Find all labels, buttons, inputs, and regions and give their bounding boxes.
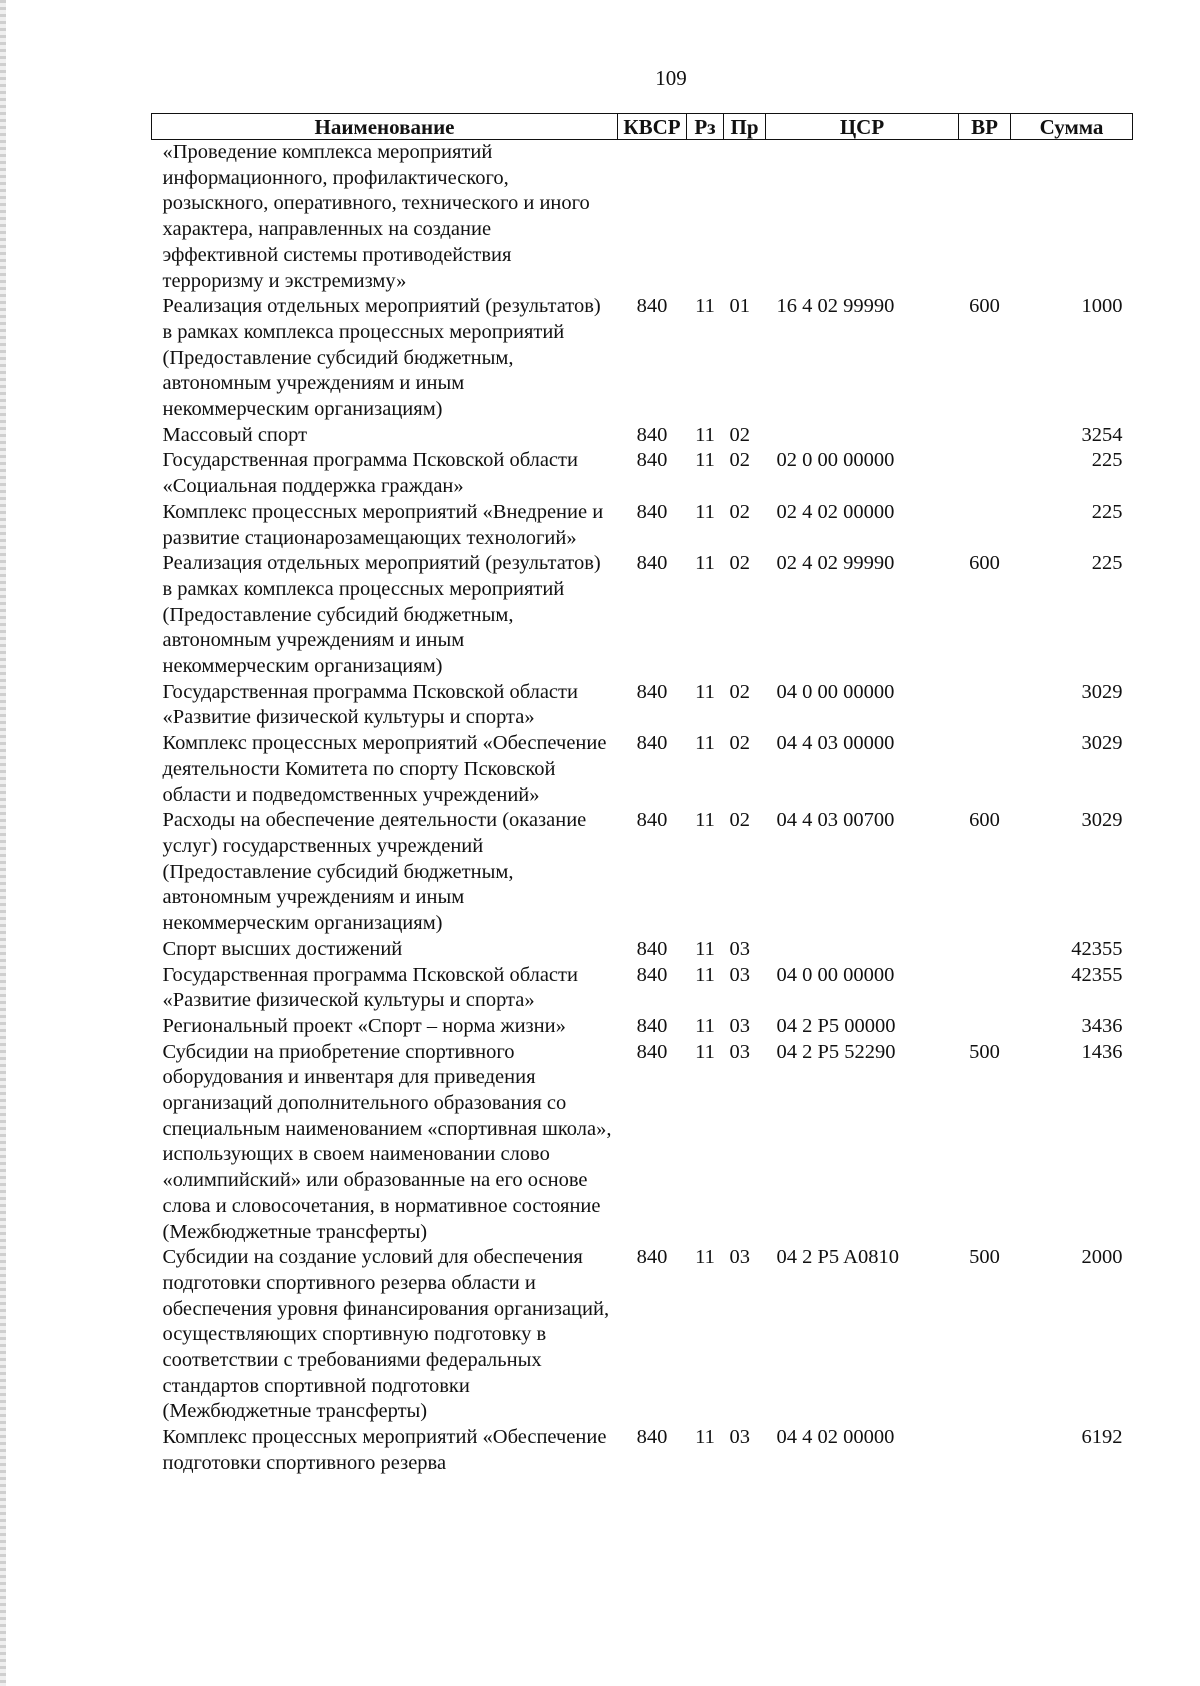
cell-pr: 02: [729, 423, 750, 446]
cell-vr: [959, 937, 1011, 963]
cell-name: Государственная программа Псковской области «Социальная поддержка граждан»: [162, 449, 578, 498]
cell-sum: [1011, 140, 1133, 295]
table-row: [152, 140, 1133, 295]
header-pr: Пр: [724, 114, 766, 140]
cell-kvsr: 840: [636, 809, 668, 832]
cell-pr: 02: [729, 680, 750, 703]
cell-sum: 1000: [1081, 295, 1123, 318]
cell-kvsr: 840: [636, 500, 668, 523]
cell-sum: 3436: [1081, 1014, 1123, 1037]
cell-vr: 600: [969, 295, 1000, 318]
cell-csr: 04 4 03 00700: [776, 809, 895, 832]
cell-pr: 03: [729, 963, 750, 986]
header-rz: Рз: [687, 114, 724, 140]
cell-pr: 01: [729, 295, 750, 318]
table-row: [152, 1014, 1133, 1040]
cell-rz: 11: [695, 963, 715, 986]
cell-csr: 04 2 P5 A0810: [776, 1246, 899, 1269]
cell-name: Субсидии на приобретение спортивного оборудования и инвентаря для приведения организаций дополнительного образования со специальным наименованием «спортивная школа», использующих в своем наименовании слово «олимпийский» или образованные на его основе слова и словосочетания, в нормативное состояние (Межбюджетные трансферты): [162, 1040, 612, 1243]
cell-pr: 03: [729, 1426, 750, 1449]
table-row: [152, 808, 1133, 937]
cell-kvsr: 840: [636, 423, 668, 446]
table-row: [152, 1040, 1133, 1246]
budget-table: [151, 113, 1133, 1477]
cell-kvsr: 840: [636, 449, 668, 472]
cell-pr: 03: [729, 1246, 750, 1269]
cell-rz: 11: [695, 1426, 715, 1449]
cell-kvsr: 840: [636, 1246, 668, 1269]
cell-vr: [959, 500, 1011, 551]
cell-pr: 02: [729, 449, 750, 472]
cell-csr: 04 2 P5 00000: [776, 1014, 896, 1037]
page-number: 109: [655, 66, 687, 90]
cell-vr: [959, 731, 1011, 808]
cell-vr: 500: [969, 1040, 1000, 1063]
header-vr: ВР: [959, 114, 1011, 140]
table-row: [152, 963, 1133, 1014]
cell-sum: 6192: [1081, 1426, 1123, 1449]
cell-sum: 225: [1091, 552, 1123, 575]
cell-kvsr: 840: [636, 295, 668, 318]
cell-kvsr: [618, 140, 687, 295]
cell-name: Государственная программа Псковской области «Развитие физической культуры и спорта»: [162, 963, 578, 1012]
cell-kvsr: 840: [636, 963, 668, 986]
cell-csr: 16 4 02 99990: [776, 295, 895, 318]
scan-edge: [0, 0, 6, 1686]
cell-csr: 04 0 00 00000: [776, 963, 895, 986]
cell-pr: 03: [729, 937, 750, 960]
cell-name: Региональный проект «Спорт – норма жизни»: [162, 1014, 566, 1037]
cell-csr: 04 4 02 00000: [776, 1426, 895, 1449]
cell-vr: [959, 140, 1011, 295]
cell-name: Спорт высших достижений: [162, 937, 403, 960]
cell-rz: 11: [695, 1246, 715, 1269]
cell-name: Комплекс процессных мероприятий «Обеспечение подготовки спортивного резерва: [162, 1426, 607, 1474]
cell-vr: [959, 963, 1011, 1014]
cell-sum: 42355: [1071, 963, 1123, 986]
cell-pr: 02: [729, 500, 750, 523]
table-row: [152, 731, 1133, 808]
cell-csr: [766, 140, 959, 295]
cell-vr: 500: [969, 1246, 1000, 1269]
cell-rz: 11: [695, 937, 715, 960]
cell-csr: 04 4 03 00000: [776, 732, 895, 755]
cell-sum: 225: [1091, 449, 1123, 472]
cell-kvsr: 840: [636, 552, 668, 575]
cell-sum: 3029: [1081, 732, 1123, 755]
cell-csr: [766, 423, 959, 449]
cell-vr: 600: [969, 552, 1000, 575]
cell-name: Реализация отдельных мероприятий (результатов) в рамках комплекса процессных мероприятий (Предоставление субсидий бюджетным, автономным учреждениям и иным некоммерческим организациям): [162, 295, 601, 421]
table-row: [152, 937, 1133, 963]
cell-name: Реализация отдельных мероприятий (результатов) в рамках комплекса процессных мероприятий (Предоставление субсидий бюджетным, автономным учреждениям и иным некоммерческим организациям): [162, 552, 601, 678]
cell-pr: 02: [729, 732, 750, 755]
cell-rz: 11: [695, 1040, 715, 1063]
cell-sum: 3254: [1081, 423, 1123, 446]
header-csr: ЦСР: [766, 114, 959, 140]
cell-sum: 225: [1091, 500, 1123, 523]
cell-sum: 3029: [1081, 809, 1123, 832]
cell-name: Комплекс процессных мероприятий «Обеспечение деятельности Комитета по спорту Псковской области и подведомственных учреждений»: [162, 732, 607, 806]
cell-name: Государственная программа Псковской области «Развитие физической культуры и спорта»: [162, 680, 578, 729]
cell-kvsr: 840: [636, 732, 668, 755]
table-row: [152, 294, 1133, 423]
cell-sum: 2000: [1081, 1246, 1123, 1269]
cell-rz: 11: [695, 449, 715, 472]
table-row: [152, 448, 1133, 499]
cell-csr: 04 2 P5 52290: [776, 1040, 896, 1063]
cell-pr: 03: [729, 1014, 750, 1037]
cell-sum: 42355: [1071, 937, 1123, 960]
cell-vr: 600: [969, 809, 1000, 832]
cell-name: Расходы на обеспечение деятельности (оказание услуг) государственных учреждений (Предоставление субсидий бюджетным, автономным учреждениям и иным некоммерческим организациям): [162, 809, 587, 935]
cell-pr: 02: [729, 809, 750, 832]
cell-csr: 02 4 02 00000: [776, 500, 895, 523]
table-row: [152, 680, 1133, 731]
cell-csr: [766, 937, 959, 963]
header-kvsr: КВСР: [618, 114, 687, 140]
cell-rz: 11: [695, 552, 715, 575]
cell-rz: [687, 140, 724, 295]
cell-rz: 11: [695, 500, 715, 523]
cell-rz: 11: [695, 295, 715, 318]
table-row: [152, 500, 1133, 551]
cell-kvsr: 840: [636, 1426, 668, 1449]
cell-kvsr: 840: [636, 937, 668, 960]
table-header-row: [152, 114, 1133, 140]
cell-name: «Проведение комплекса мероприятий информационного, профилактического, розыскного, оперативного, технического и иного характера, направленных на создание эффективной системы противодействия терроризму и экстремизму»: [162, 141, 590, 292]
cell-pr: [724, 140, 766, 295]
cell-csr: 02 4 02 99990: [776, 552, 895, 575]
cell-sum: 3029: [1081, 680, 1123, 703]
cell-pr: 03: [729, 1040, 750, 1063]
header-name: Наименование: [152, 114, 618, 140]
cell-rz: 11: [695, 680, 715, 703]
table-row: [152, 423, 1133, 449]
cell-sum: 1436: [1081, 1040, 1123, 1063]
cell-name: Субсидии на создание условий для обеспечения подготовки спортивного резерва области и обеспечения уровня финансирования организаций, осуществляющих спортивную подготовку в соответствии с требованиями федеральных стандартов спортивной подготовки (Межбюджетные трансферты): [162, 1246, 610, 1423]
cell-rz: 11: [695, 1014, 715, 1037]
cell-kvsr: 840: [636, 680, 668, 703]
cell-name: Массовый спорт: [162, 423, 308, 446]
cell-vr: [959, 1014, 1011, 1040]
cell-vr: [959, 448, 1011, 499]
table-row: [152, 1425, 1133, 1476]
cell-csr: 04 0 00 00000: [776, 680, 895, 703]
header-sum: Сумма: [1011, 114, 1133, 140]
cell-vr: [959, 423, 1011, 449]
cell-rz: 11: [695, 732, 715, 755]
cell-rz: 11: [695, 809, 715, 832]
cell-rz: 11: [695, 423, 715, 446]
cell-name: Комплекс процессных мероприятий «Внедрение и развитие стационарозамещающих технологий»: [162, 500, 604, 549]
cell-vr: [959, 1425, 1011, 1476]
cell-pr: 02: [729, 552, 750, 575]
cell-kvsr: 840: [636, 1014, 668, 1037]
cell-vr: [959, 680, 1011, 731]
table-row: [152, 551, 1133, 680]
cell-csr: 02 0 00 00000: [776, 449, 895, 472]
table-row: [152, 1245, 1133, 1425]
cell-kvsr: 840: [636, 1040, 668, 1063]
